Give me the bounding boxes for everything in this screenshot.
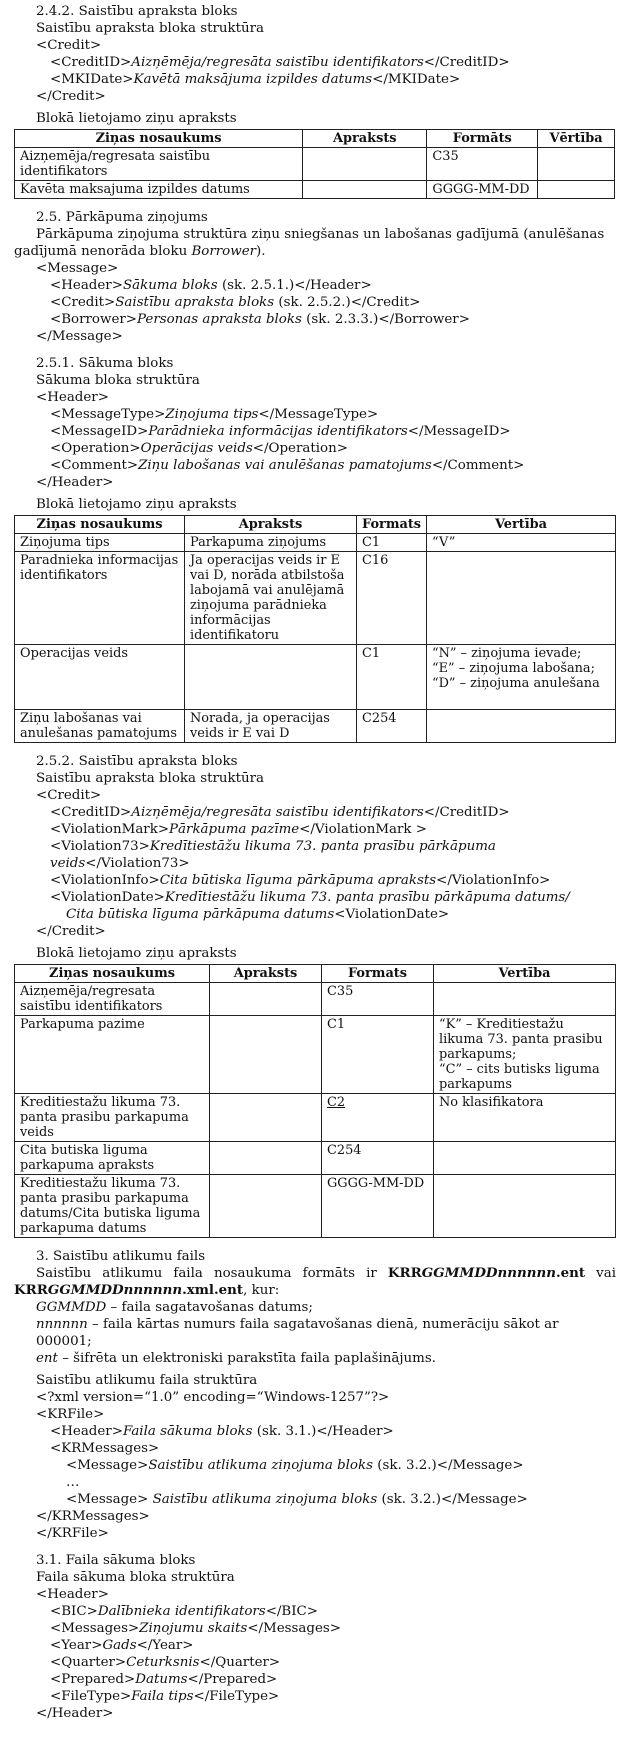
cell-value — [427, 552, 616, 645]
paragraph: Pārkāpuma ziņojuma struktūra ziņu sniegšanas un labošanas gadījumā (anulēšanas — [36, 227, 605, 242]
paragraph-cont: KRRGGMMDDnnnnnn.xml.ent, kur: — [14, 1282, 280, 1298]
struct-title: Saistību atlikumu faila struktūra — [36, 1373, 258, 1388]
cell-format: C35 — [322, 983, 434, 1016]
section-heading-3: 3. Saistību atlikumu fails — [36, 1249, 206, 1264]
cell-name: Kavēta maksajuma izpildes datums — [15, 181, 303, 199]
cell-format: C16 — [357, 552, 427, 645]
xml-line: <Violation73>Kredītiestāžu likuma 73. panta prasību pārkāpuma veids</Violation73> — [50, 839, 496, 871]
xml-line: <Header>Sākuma bloks (sk. 2.5.1.)</Header> — [50, 278, 372, 293]
xml-line: </Credit> — [36, 89, 106, 104]
xml-line: </Message> — [36, 329, 123, 344]
cell-name: Cita butiska liguma parkapuma apraksts — [15, 1142, 210, 1175]
cell-name: Ziņu labošanas vai anulešanas pamatojums — [15, 710, 185, 743]
table-row — [15, 645, 616, 710]
section-heading-2-5-2: 2.5.2. Saistību apraksta bloks — [36, 754, 238, 769]
cell-desc — [210, 983, 322, 1016]
col-header: Ziņas nosaukums — [15, 130, 303, 148]
cell-desc: Norada, ja operacijas veids ir E vai D — [185, 710, 357, 743]
cell-value — [538, 148, 615, 181]
cell-name: Ziņojuma tips — [15, 534, 185, 552]
cell-value: “K” – Kreditiestažu likuma 73. panta prasibu parkapums; “C” – cits butisks liguma parkapums — [434, 1016, 616, 1094]
cell-desc: Ja operacijas veids ir E vai D, norāda atbilstoša labojamā vai anulējamā ziņojuma parādnieka informācijas identifikatoru — [185, 552, 357, 645]
cell-desc — [210, 1175, 322, 1238]
xml-line: </Header> — [36, 1706, 114, 1721]
xml-line: <Message> Saistību atlikuma ziņojuma bloks (sk. 3.2.)</Message> — [66, 1492, 528, 1507]
fields-table-2-4-2 — [14, 129, 615, 199]
cell-format: GGGG-MM-DD — [322, 1175, 434, 1238]
cell-value — [427, 710, 616, 743]
col-header: Formats — [322, 965, 434, 983]
section-heading-2-5-1: 2.5.1. Sākuma bloks — [36, 356, 174, 371]
table-row — [15, 148, 615, 181]
xml-line: <ViolationMark>Pārkāpuma pazīme</ViolationMark > — [50, 822, 427, 837]
col-header: Ziņas nosaukums — [15, 516, 185, 534]
xml-line: <Credit> — [36, 38, 102, 53]
cell-format: C35 — [427, 148, 538, 181]
section-heading-3-1: 3.1. Faila sākuma bloks — [36, 1553, 196, 1568]
xml-line: … — [66, 1475, 80, 1490]
xml-line: <Credit>Saistību apraksta bloks (sk. 2.5.2.)</Credit> — [50, 295, 421, 310]
cell-value: No klasifikatora — [434, 1094, 616, 1142]
col-header: Ziņas nosaukums — [15, 965, 210, 983]
col-header: Apraksts — [210, 965, 322, 983]
xml-line: <KRFile> — [36, 1407, 105, 1422]
col-header: Apraksts — [303, 130, 427, 148]
col-header: Apraksts — [185, 516, 357, 534]
cell-format: C1 — [357, 645, 427, 710]
fields-table-2-5-2 — [14, 964, 616, 1238]
table-row — [15, 1142, 616, 1175]
xml-line: <FileType>Faila tips</FileType> — [50, 1689, 280, 1704]
xml-line: <Quarter>Ceturksnis</Quarter> — [50, 1655, 281, 1670]
xml-line: <?xml version=“1.0” encoding=“Windows-1257”?> — [36, 1390, 390, 1405]
xml-line: <Borrower>Personas apraksta bloks (sk. 2.3.3.)</Borrower> — [50, 312, 470, 327]
struct-title: Sākuma bloka struktūra — [36, 373, 200, 388]
xml-line: <Year>Gads</Year> — [50, 1638, 194, 1653]
cell-value — [434, 1175, 616, 1238]
fields-table-2-5-1 — [14, 515, 616, 743]
table-row — [15, 552, 616, 645]
xml-line: </KRMessages> — [36, 1509, 150, 1524]
cell-value: “V” — [427, 534, 616, 552]
xml-line: <Header> — [36, 1587, 109, 1602]
xml-line: </Header> — [36, 475, 114, 490]
col-header: Formāts — [427, 130, 538, 148]
table-row — [15, 181, 615, 199]
table-header-row — [15, 130, 615, 148]
xml-line: <Header>Faila sākuma bloks (sk. 3.1.)</Header> — [50, 1424, 394, 1439]
xml-line: <ViolationInfo>Cita būtiska līguma pārkāpuma apraksts</ViolationInfo> — [50, 873, 551, 888]
xml-line: <BIC>Dalībnieka identifikators</BIC> — [50, 1604, 319, 1619]
struct-title: Saistību apraksta bloka struktūra — [36, 771, 265, 786]
cell-desc — [210, 1094, 322, 1142]
table-title: Blokā lietojamo ziņu apraksts — [36, 497, 237, 512]
cell-format: C1 — [322, 1016, 434, 1094]
table-title: Blokā lietojamo ziņu apraksts — [36, 946, 237, 961]
col-header: Vertība — [427, 516, 616, 534]
cell-desc — [303, 148, 427, 181]
xml-line: <Message>Saistību atlikuma ziņojuma bloks (sk. 3.2.)</Message> — [66, 1458, 524, 1473]
paragraph: Saistību atlikumu faila nosaukuma formāts ir KRRGGMMDDnnnnnn.ent vai — [36, 1265, 616, 1281]
cell-name: Kreditiestažu likuma 73. panta prasibu parkapuma datums/Cita butiska liguma parkapuma datums — [15, 1175, 210, 1238]
cell-name: Paradnieka informacijas identifikators — [15, 552, 185, 645]
xml-line: <ViolationDate>Kredītiestāžu likuma 73. panta prasību pārkāpuma datums/ — [50, 890, 570, 905]
table-title: Blokā lietojamo ziņu apraksts — [36, 111, 237, 126]
xml-line: <MKIDate>Kavētā maksājuma izpildes datums</MKIDate> — [50, 72, 461, 87]
table-row — [15, 534, 616, 552]
xml-line: <Message> — [36, 261, 119, 276]
xml-line: <Messages>Ziņojumu skaits</Messages> — [50, 1621, 341, 1636]
xml-line: <MessageType>Ziņojuma tips</MessageType> — [50, 407, 379, 422]
xml-line: <Credit> — [36, 788, 102, 803]
cell-format: C254 — [357, 710, 427, 743]
xml-line: <Prepared>Datums</Prepared> — [50, 1672, 278, 1687]
struct-title: Faila sākuma bloka struktūra — [36, 1570, 235, 1585]
cell-format: C1 — [357, 534, 427, 552]
cell-name: Kreditiestažu likuma 73. panta prasibu parkapuma veids — [15, 1094, 210, 1142]
definition-line: GGMMDD – faila sagatavošanas datums; — [36, 1300, 313, 1315]
xml-line: <CreditID>Aizņēmēja/regresāta saistību identifikators</CreditID> — [50, 805, 510, 820]
table-header-row — [15, 516, 616, 534]
xml-line: <Header> — [36, 390, 109, 405]
xml-line: <KRMessages> — [50, 1441, 160, 1456]
cell-format: C254 — [322, 1142, 434, 1175]
table-row — [15, 710, 616, 743]
paragraph-cont: gadījumā nenorāda bloku Borrower). — [14, 244, 266, 259]
cell-value: “N” – ziņojuma ievade; “E” – ziņojuma labošana; “D” – ziņojuma anulešana — [427, 645, 616, 710]
cell-name: Aizņemēja/regresata saistību identifikators — [15, 148, 303, 181]
cell-value — [434, 1142, 616, 1175]
definition-line: ent – šifrēta un elektroniski parakstīta faila paplašinājums. — [36, 1351, 436, 1366]
xml-line: Cita būtiska līguma pārkāpuma datums<ViolationDate> — [66, 907, 450, 922]
section-heading-2-5: 2.5. Pārkāpuma ziņojums — [36, 210, 208, 225]
cell-value — [434, 983, 616, 1016]
table-row — [15, 1094, 616, 1142]
cell-desc — [303, 181, 427, 199]
table-row — [15, 1175, 616, 1238]
xml-line: <Comment>Ziņu labošanas vai anulēšanas pamatojums</Comment> — [50, 458, 525, 473]
xml-line: </Credit> — [36, 924, 106, 939]
table-header-row — [15, 965, 616, 983]
xml-line: <Operation>Operācijas veids</Operation> — [50, 441, 348, 456]
xml-line: <MessageID>Parādnieka informācijas identifikators</MessageID> — [50, 424, 511, 439]
cell-desc — [210, 1016, 322, 1094]
cell-desc — [210, 1142, 322, 1175]
cell-format: GGGG-MM-DD — [427, 181, 538, 199]
cell-name: Operacijas veids — [15, 645, 185, 710]
xml-line: <CreditID>Aizņēmēja/regresāta saistību identifikators</CreditID> — [50, 55, 510, 70]
cell-name: Parkapuma pazime — [15, 1016, 210, 1094]
definition-line: nnnnnn – faila kārtas numurs faila sagatavošanas dienā, numerāciju sākot ar 000001; — [36, 1317, 559, 1349]
table-row — [15, 983, 616, 1016]
section-heading-2-4-2: 2.4.2. Saistību apraksta bloks — [36, 4, 238, 19]
cell-desc — [185, 645, 357, 710]
struct-title: Saistību apraksta bloka struktūra — [36, 21, 265, 36]
col-header: Vērtība — [538, 130, 615, 148]
cell-format: C2 — [322, 1094, 434, 1142]
col-header: Vertība — [434, 965, 616, 983]
cell-value — [538, 181, 615, 199]
col-header: Formats — [357, 516, 427, 534]
table-row — [15, 1016, 616, 1094]
cell-name: Aizņemēja/regresata saistību identifikators — [15, 983, 210, 1016]
xml-line: </KRFile> — [36, 1526, 109, 1541]
cell-desc: Parkapuma ziņojums — [185, 534, 357, 552]
